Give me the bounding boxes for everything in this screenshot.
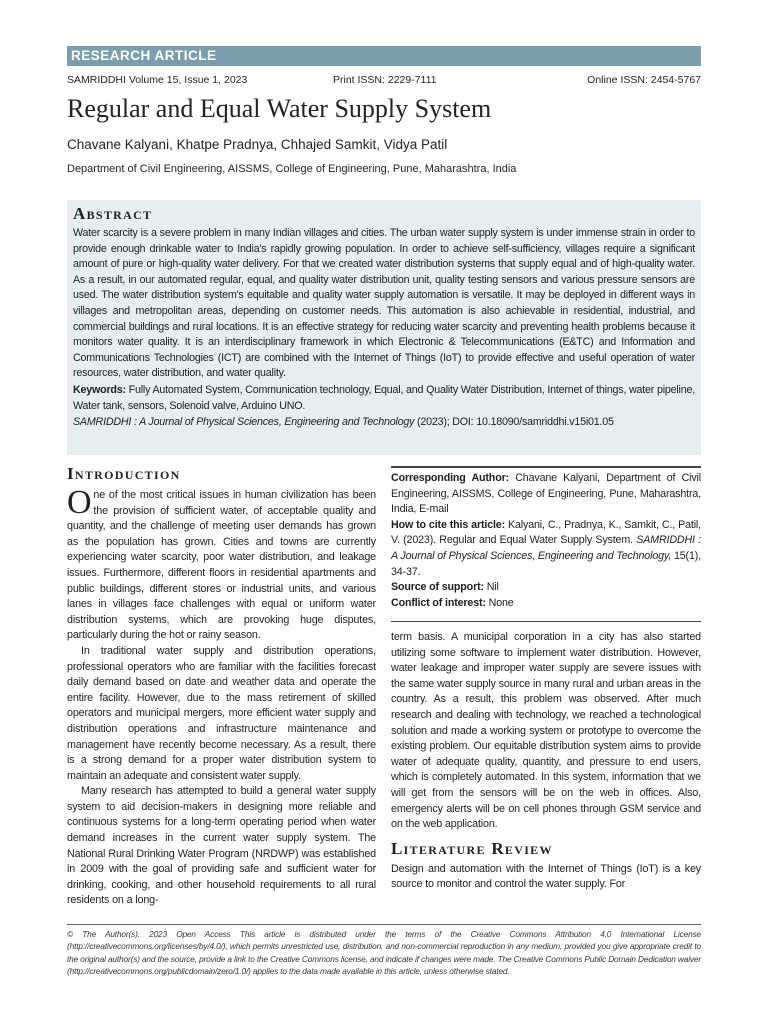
article-title: Regular and Equal Water Supply System — [67, 94, 492, 123]
author-list: Chavane Kalyani, Khatpe Pradnya, Chhajed Samkit, Vidya Patil — [67, 137, 448, 152]
abstract-box — [67, 200, 701, 455]
intro-paragraph-1 — [67, 484, 376, 644]
journal-volume: SAMRIDDHI Volume 15, Issue 1, 2023 — [67, 74, 248, 86]
corresponding-author — [391, 471, 701, 518]
corresponding-author-label: Corresponding Author: — [391, 472, 509, 484]
literature-review-heading: Literature Review — [391, 838, 553, 858]
online-issn: Online ISSN: 2454-5767 — [587, 74, 701, 86]
keywords-text: Fully Automated System, Communication technology, Equal, and Quality Water Distribution, Internet of things, water pipeline, Water tank, sensors, Solenoid valve, Arduino UNO. — [73, 383, 695, 412]
right-paragraph-1: term basis. A municipal corporation in a city has also started utilizing some software to implement water distribution. However, water leakage and improper water supply are severe issues with the same water supply source in many rural and urban areas in the country. As a result, this problem was observed. After much research and dealing with technology, we reached a technological solution and made a working system or prototype to overcome the existing problem. Our equitable distribution system aims to provide water of adequate quality, quantity, and pressure to end users, which is completely automated. In this system, information that we will get from the sensors will be on the web in offices. Also, emergency alerts will be on cell phones through GSM service and on the web application. — [391, 631, 701, 831]
journal-meta — [67, 74, 701, 88]
keywords-label: Keywords: — [73, 383, 126, 396]
print-issn: Print ISSN: 2229-7111 — [333, 74, 437, 86]
drop-cap: O — [67, 484, 92, 521]
abstract-heading: Abstract — [73, 204, 153, 223]
how-to-cite — [391, 518, 701, 580]
corresponding-author-text: Chavane Kalyani, Department of Civil Engineering, AISSMS, College of Engineering, Pune, Maharashtra, India, E-mail — [391, 472, 701, 516]
keywords — [73, 383, 695, 414]
conflict-of-interest — [391, 596, 701, 612]
source-of-support — [391, 580, 701, 596]
affiliation: Department of Civil Engineering, AISSMS, College of Engineering, Pune, Maharashtra, India — [67, 163, 517, 175]
conflict-label: Conflict of interest: — [391, 596, 486, 609]
correspondence-box — [391, 466, 701, 622]
introduction-heading: Introduction — [67, 464, 181, 483]
conflict-value: None — [488, 596, 514, 609]
abstract-text: Water scarcity is a severe problem in many Indian villages and cities. The urban water supply system is under immense strain in order to provide enough drinkable water to India's rapidly growing population. In order to achieve self-sufficiency, villages require a significant amount of pure or high-quality water delivery. For that we created water distribution systems that supply equal and of high-quality water. As a result, in our automated regular, equal, and quality water distribution unit, quality testing sensors and various pressure sensors are used. The water distribution system's equitable and quality water supply automation is versatile. It may be deployed in different ways in villages and metropolitan areas, depending on customer needs. This automation is also achievable in residential, industrial, and commercial buildings and rural locations. It is an effective strategy for reducing water scarcity and preventing health problems because it monitors water quality. It is an interdisciplinary framework in which Electronic & Telecommunications (E&TC) and Information and Communications Technologies (ICT) are combined with the Internet of Things (IoT) to provide effective and useful operation of water resources, water distribution, and water quality. — [73, 227, 695, 380]
license-footnote: © The Author(s). 2023 Open Access This article is distributed under the terms of the Creative Commons Attribution 4.0 International License (http://creativecommons.org/licenses/by/4.0/), which permits unrestricted use, distribution, and non-commercial reproduction in any medium, provided you give appropriate credit to the original author(s) and the source, provide a link to the Creative Commons license, and indicate if changes were made. The Creative Commons Public Domain Dedication waiver (http://creativecommons.org/publicdomain/zero/1.0/) applies to the data made available in this article, unless otherwise stated. — [67, 924, 701, 978]
literature-review-text: Design and automation with the Internet of Things (IoT) is a key source to monitor and control the water supply. For — [391, 862, 701, 891]
how-to-cite-text: Kalyani, C., Pradnya, K., Samkit, C., Patil, V. (2023). Regular and Equal Water Supply System. — [391, 518, 701, 547]
intro-p1-text: ne of the most critical issues in human civilization has been the provision of sufficient water, of acceptable quality and quantity, and the challenge of meeting user demands has grown as the population has grown. Cities and towns are currently experiencing water scarcity, poor water distribution, and leakage issues. Furthermore, different floors in residential apartments and public buildings, different stores or industrial units, and various lanes in villages face challenges with equal or uniform water distribution systems, which are provoking huge disputes, particularly during the hot or rainy season. — [67, 489, 376, 642]
support-label: Source of support: — [391, 581, 484, 594]
left-column — [67, 464, 376, 909]
how-to-cite-journal: SAMRIDDHI : A Journal of Physical Sciences, Engineering and Technology, — [391, 534, 701, 562]
support-value: Nil — [486, 581, 499, 594]
right-column — [391, 630, 701, 893]
how-to-cite-volume: 15(1), 34-37. — [391, 549, 701, 578]
intro-paragraph-2: In traditional water supply and distribution operations, professional operators who are familiar with the facilities forecast daily demand based on date and weather data and operate the entire facility. However, due to the mass retirement of skilled operators and municipal mergers, more efficient water supply and distribution operations and infrastructure maintenance and management have recently become necessary. As a result, there is a strong demand for a proper water distribution system to maintain an adequate and consistent water supply. — [67, 644, 376, 782]
article-type-banner: RESEARCH ARTICLE — [67, 46, 701, 66]
how-to-cite-label: How to cite this article: — [391, 518, 506, 531]
citation-doi: (2023); DOI: 10.18090/samriddhi.v15i01.05 — [417, 416, 614, 429]
citation-line — [73, 415, 695, 431]
intro-paragraph-3: Many research has attempted to build a general water supply system to aid decision-makers in designing more reliable and continuous systems for a long-term operating period when water demand increases in the current water supply system. The National Rural Drinking Water Program (NRDWP) was established in 2009 with the goal of providing safe and sufficient water for drinking, cooking, and other household requirements to all rural residents on a long- — [67, 785, 376, 907]
citation-journal: SAMRIDDHI : A Journal of Physical Sciences, Engineering and Technology — [73, 416, 415, 429]
